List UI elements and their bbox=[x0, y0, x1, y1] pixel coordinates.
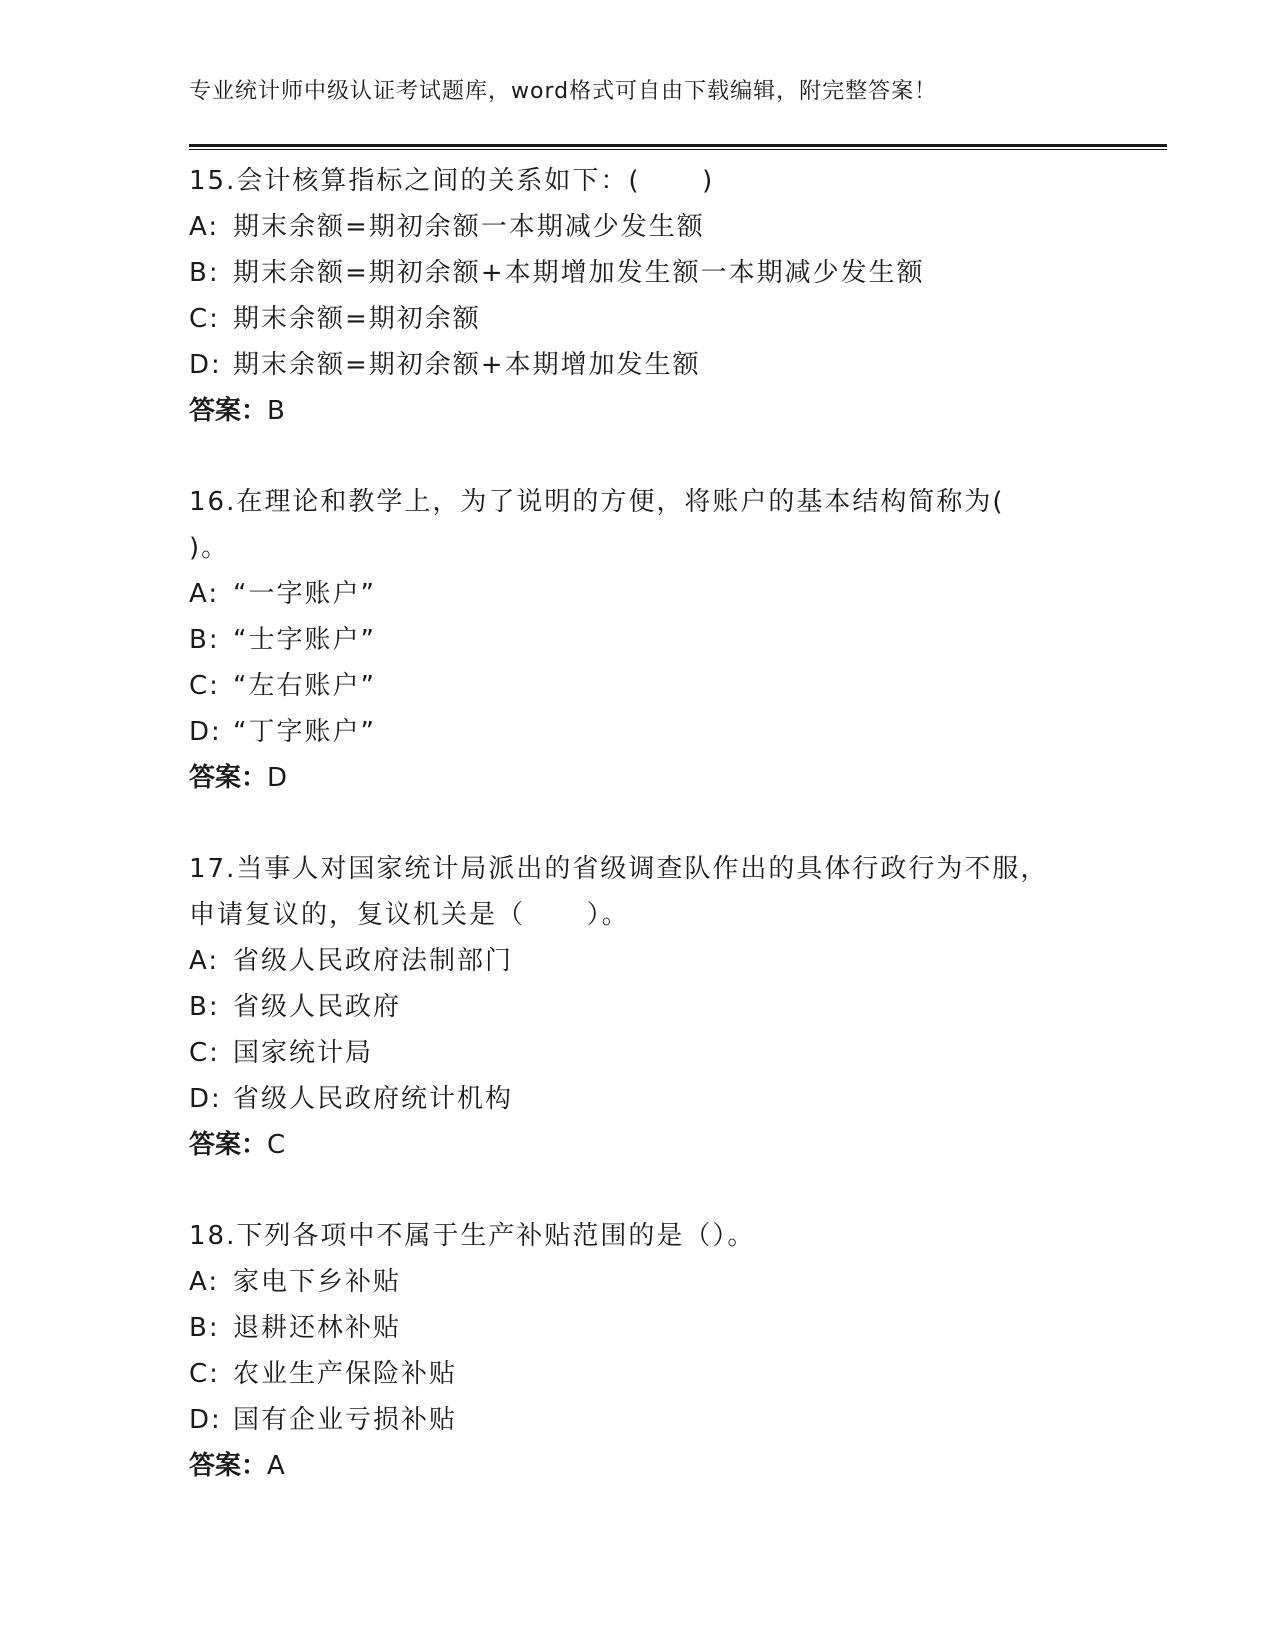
question-stem: 18.下列各项中不属于生产补贴范围的是（）。 bbox=[189, 1221, 756, 1251]
answer-value: C bbox=[267, 1130, 286, 1160]
question-block bbox=[189, 846, 1089, 1168]
option-row bbox=[189, 1351, 1089, 1397]
option-text: 期末余额=期初余额一本期减少发生额 bbox=[233, 212, 705, 242]
option-row bbox=[189, 571, 1089, 617]
header-rule-thick bbox=[189, 144, 1167, 147]
option-letter: D: bbox=[189, 1084, 222, 1114]
option-text: 省级人民政府法制部门 bbox=[233, 946, 514, 976]
question-stem: 16.在理论和教学上，为了说明的方便，将账户的基本结构简称为( bbox=[189, 487, 1005, 517]
option-letter: A: bbox=[189, 212, 220, 242]
option-row bbox=[189, 342, 1089, 388]
option-letter: B: bbox=[189, 1313, 220, 1343]
option-letter: C: bbox=[189, 1038, 220, 1068]
answer-line bbox=[189, 1122, 1089, 1168]
option-row bbox=[189, 984, 1089, 1030]
question-block bbox=[189, 158, 1089, 434]
option-text: 期末余额=期初余额 bbox=[233, 304, 481, 334]
option-text: 国有企业亏损补贴 bbox=[233, 1405, 458, 1435]
option-letter: C: bbox=[189, 304, 220, 334]
option-row bbox=[189, 1259, 1089, 1305]
option-text: 国家统计局 bbox=[233, 1038, 374, 1068]
option-letter: C: bbox=[189, 671, 220, 701]
question-stem: 15.会计核算指标之间的关系如下：( ) bbox=[189, 166, 715, 196]
question-stem: )。 bbox=[189, 533, 230, 563]
question-stem: 申请复议的，复议机关是（ ）。 bbox=[189, 900, 630, 930]
option-text: 省级人民政府统计机构 bbox=[233, 1084, 514, 1114]
option-letter: A: bbox=[189, 1267, 220, 1297]
option-letter: A: bbox=[189, 946, 220, 976]
option-row bbox=[189, 709, 1089, 755]
answer-line bbox=[189, 1443, 1089, 1489]
answer-label: 答案： bbox=[189, 396, 268, 426]
option-row bbox=[189, 296, 1089, 342]
answer-label: 答案： bbox=[189, 1130, 268, 1160]
answer-value: D bbox=[267, 763, 288, 793]
option-row bbox=[189, 1030, 1089, 1076]
question-list bbox=[189, 158, 1089, 1489]
option-row bbox=[189, 1305, 1089, 1351]
option-letter: B: bbox=[189, 625, 220, 655]
option-row bbox=[189, 938, 1089, 984]
answer-label: 答案： bbox=[189, 763, 268, 793]
question-block bbox=[189, 1213, 1089, 1489]
option-text: “一字账户” bbox=[233, 579, 376, 609]
option-row bbox=[189, 1397, 1089, 1443]
option-row bbox=[189, 204, 1089, 250]
option-letter: B: bbox=[189, 258, 220, 288]
option-letter: D: bbox=[189, 350, 222, 380]
option-letter: D: bbox=[189, 717, 222, 747]
option-row bbox=[189, 1076, 1089, 1122]
answer-label: 答案： bbox=[189, 1451, 268, 1481]
header-rule-thin bbox=[189, 149, 1167, 150]
option-text: 期末余额=期初余额+本期增加发生额一本期减少发生额 bbox=[233, 258, 925, 288]
option-text: 家电下乡补贴 bbox=[233, 1267, 402, 1297]
answer-value: A bbox=[267, 1451, 285, 1481]
option-letter: D: bbox=[189, 1405, 222, 1435]
option-letter: C: bbox=[189, 1359, 220, 1389]
option-text: “丁字账户” bbox=[233, 717, 376, 747]
option-text: 农业生产保险补贴 bbox=[233, 1359, 458, 1389]
question-block bbox=[189, 479, 1089, 801]
option-letter: B: bbox=[189, 992, 220, 1022]
option-row bbox=[189, 617, 1089, 663]
option-text: “左右账户” bbox=[233, 671, 376, 701]
answer-line bbox=[189, 388, 1089, 434]
question-stem: 17.当事人对国家统计局派出的省级调查队作出的具体行政行为不服， bbox=[189, 854, 1049, 884]
option-letter: A: bbox=[189, 579, 220, 609]
page-header: 专业统计师中级认证考试题库，word格式可自由下载编辑，附完整答案！ bbox=[189, 79, 938, 104]
answer-value: B bbox=[267, 396, 285, 426]
option-text: 退耕还林补贴 bbox=[233, 1313, 402, 1343]
option-text: 省级人民政府 bbox=[233, 992, 402, 1022]
option-text: “士字账户” bbox=[233, 625, 376, 655]
answer-line bbox=[189, 755, 1089, 801]
option-row bbox=[189, 250, 1089, 296]
option-row bbox=[189, 663, 1089, 709]
option-text: 期末余额=期初余额+本期增加发生额 bbox=[233, 350, 701, 380]
